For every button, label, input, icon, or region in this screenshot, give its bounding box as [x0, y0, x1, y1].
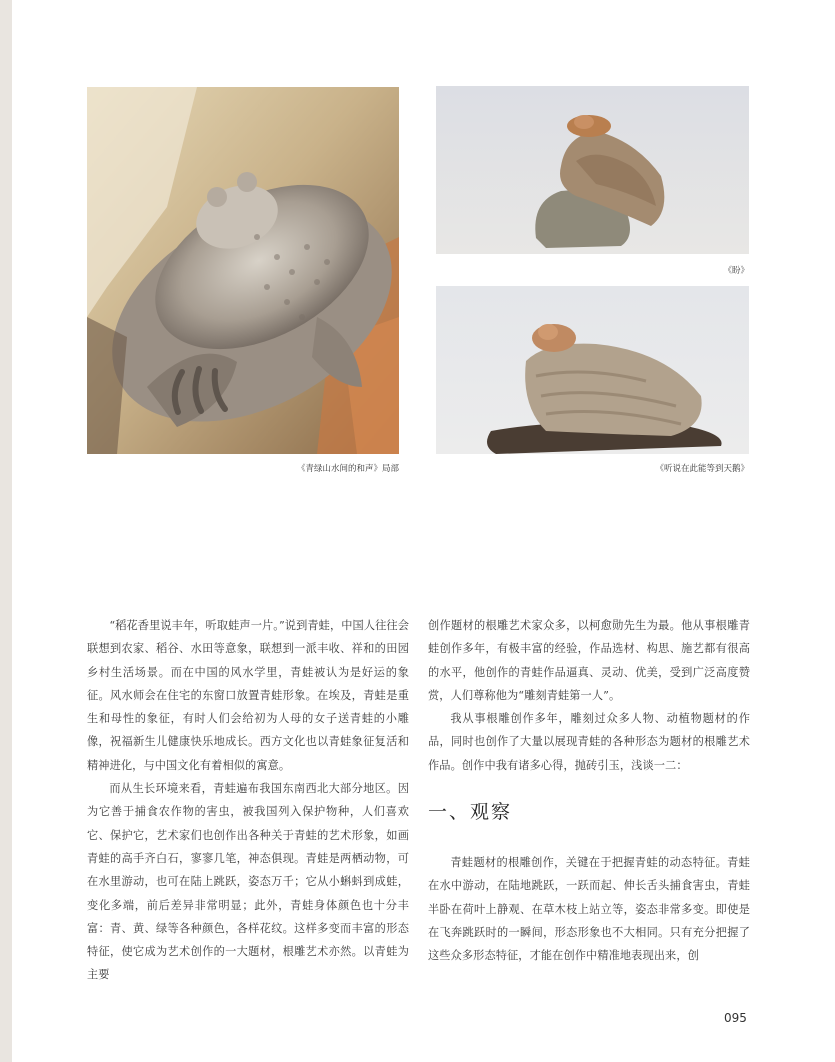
body-paragraph: 创作题材的根雕艺术家众多，以柯愈勋先生为最。他从事根雕青蛙创作多年，有极丰富的经验，作品选材、构思、施艺都有很高的水平，他创作的青蛙作品逼真、灵动、优美，受到广泛高度赞赏，人们尊称他为“雕刻青蛙第一人”。	[428, 619, 750, 702]
caption-top-right-photo: 《盼》	[723, 266, 749, 276]
frog-on-driftwood-photo-bottom	[436, 286, 749, 454]
body-paragraph: “稻花香里说丰年，听取蛙声一片。”说到青蛙，中国人往往会联想到农家、稻谷、水田等意象，联想到一派丰收、祥和的田园乡村生活场景。而在中国的风水学里，青蛙被认为是好运的象征。风水师会在住宅的东窗口放置青蛙形象。在埃及，青蛙是重生和母性的象征，有时人们会给初为人母的女子送青蛙的小雕像，祝福新生儿健康快乐地成长。西方文化也以青蛙象征复活和精神进化，与中国文化有着相似的寓意。	[87, 619, 409, 772]
article-left-column	[87, 614, 409, 987]
body-paragraph: 青蛙题材的根雕创作，关键在于把握青蛙的动态特征。青蛙在水中游动，在陆地跳跃，一跃而起、伸长舌头捕食害虫，青蛙半卧在荷叶上静观、在草木枝上站立等，姿态非常多变。即使是在飞奔跳跃时的一瞬间，形态形象也不大相同。只有充分把握了这些众多形态特征，才能在创作中精准地表现出来，创	[428, 856, 750, 963]
frog-carving-closeup-photo	[87, 87, 399, 454]
article-right-column	[428, 614, 750, 968]
caption-left-photo: 《青绿山水间的和声》局部	[296, 464, 399, 474]
section-heading: 一、观察	[428, 801, 513, 824]
page-spine-edge	[0, 0, 12, 1062]
body-paragraph: 我从事根雕创作多年，雕刻过众多人物、动植物题材的作品，同时也创作了大量以展现青蛙的各种形态为题材的根雕艺术作品。创作中我有诸多心得，抛砖引玉，浅谈一二：	[428, 712, 750, 772]
page-number: 095	[724, 1011, 747, 1025]
frog-on-rock-photo-top	[436, 86, 749, 254]
body-paragraph: 而从生长环境来看，青蛙遍布我国东南西北大部分地区。因为它善于捕食农作物的害虫，被我国列入保护物种，人们喜欢它、保护它，艺术家们也创作出各种关于青蛙的艺术形象，如画青蛙的高手齐白石，寥寥几笔，神态俱现。青蛙是两栖动物，可在水里游动，也可在陆上跳跃，姿态万千；它从小蝌蚪到成蛙，变化多端，前后差异非常明显；此外，青蛙身体颜色也十分丰富：青、黄、绿等各种颜色，各样花纹。这样多变而丰富的形态特征，使它成为艺术创作的一大题材，根雕艺术亦然。以青蛙为主要	[87, 782, 409, 982]
caption-bottom-right-photo: 《听说在此能等到天鹅》	[655, 464, 749, 474]
